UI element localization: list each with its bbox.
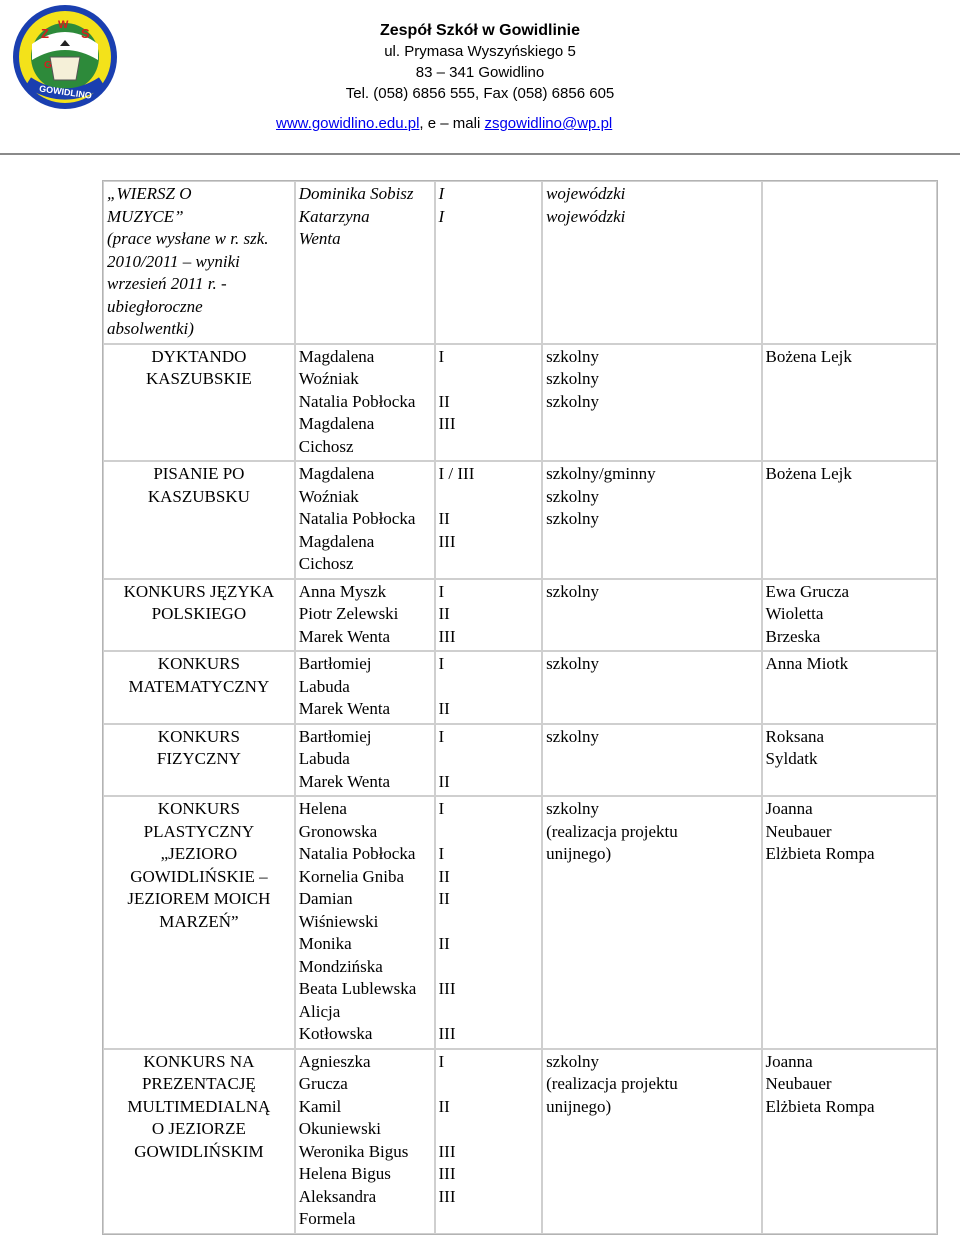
teacher-names-line: Wioletta	[765, 604, 824, 623]
places-line: II	[438, 771, 450, 791]
competition-name-line: KASZUBSKIE	[145, 369, 252, 388]
street-address: ul. Prymasa Wyszyńskiego 5	[384, 43, 576, 60]
student-names-line: Labuda	[298, 749, 350, 768]
student-names-line: Formela	[298, 1209, 356, 1228]
places-line	[439, 676, 539, 699]
student-names-line: Woźniak	[298, 486, 359, 506]
competition-name-line: MULTIMEDIALNĄ	[127, 1096, 271, 1116]
teacher-names-cell	[762, 344, 937, 462]
student-names-line: Wiśniewski	[298, 911, 379, 931]
competition-name-line: KONKURS NA	[143, 1051, 255, 1071]
table-row	[103, 1049, 937, 1234]
competition-level-cell	[542, 724, 761, 797]
places-cell	[435, 796, 543, 1049]
student-names-line: Weronika Bigus	[298, 1141, 409, 1161]
places-line: II	[438, 1096, 450, 1116]
competition-level-line: szkolny	[546, 581, 599, 601]
competition-level-line: szkolny	[546, 369, 599, 388]
places-cell	[435, 181, 543, 344]
teacher-names-line: Syldatk	[765, 749, 818, 768]
student-names-cell	[295, 579, 435, 652]
competition-level-line: szkolny	[546, 346, 599, 366]
competition-name-line: KONKURS JĘZYKA	[123, 581, 275, 601]
student-names-line: Anna Myszk	[298, 581, 387, 601]
places-cell	[435, 461, 543, 579]
student-names-line: Woźniak	[298, 369, 359, 388]
competition-name-line: absolwentki)	[107, 319, 194, 338]
teacher-names-line: Neubauer	[765, 821, 832, 841]
teacher-names-line: Neubauer	[765, 1074, 832, 1093]
competition-level-line: szkolny	[546, 799, 599, 818]
places-line: II	[438, 889, 450, 908]
table-row	[103, 344, 937, 462]
competition-level-line: szkolny/gminny	[546, 464, 656, 483]
places-line: III	[438, 1186, 456, 1206]
student-names-line: Kotłowska	[298, 1024, 373, 1043]
places-line: I	[438, 726, 445, 746]
places-line: I	[438, 799, 445, 818]
teacher-names-cell	[762, 181, 937, 344]
competition-level-cell	[542, 344, 761, 462]
student-names-line: Kamil	[298, 1096, 342, 1116]
competition-name-cell	[103, 181, 295, 344]
places-line	[439, 956, 539, 979]
places-line: I	[438, 844, 445, 863]
places-line: III	[438, 979, 456, 998]
places-line: III	[438, 1141, 456, 1161]
student-names-line: Aleksandra	[298, 1186, 377, 1206]
student-names-line: Monika	[298, 934, 352, 953]
competition-level-cell	[542, 579, 761, 652]
teacher-names-line: Joanna	[765, 799, 813, 818]
competition-level-line: wojewódzki	[546, 206, 626, 226]
student-names-line: Helena	[298, 799, 347, 818]
competition-level-line: szkolny	[546, 391, 599, 411]
places-line	[439, 911, 539, 934]
competition-name-cell	[103, 1049, 295, 1234]
student-names-line: Katarzyna	[298, 206, 370, 226]
competition-name-cell	[103, 651, 295, 724]
letterhead	[0, 0, 960, 160]
website-link[interactable]: www.gowidlino.edu.pl	[276, 115, 420, 132]
table-row	[103, 579, 937, 652]
competition-name-line: 2010/2011 – wyniki	[107, 251, 240, 271]
student-names-line: Magdalena	[298, 531, 375, 551]
teacher-names-cell	[762, 724, 937, 797]
places-line: I	[438, 184, 445, 203]
competition-name-line: KASZUBSKU	[147, 486, 250, 506]
places-line: I	[438, 581, 445, 601]
student-names-cell	[295, 344, 435, 462]
places-line	[439, 1001, 539, 1024]
table-row	[103, 181, 937, 344]
places-cell	[435, 344, 543, 462]
student-names-line: Cichosz	[298, 436, 354, 456]
places-line	[439, 486, 539, 509]
places-line: I / III	[438, 464, 475, 483]
competition-level-cell	[542, 461, 761, 579]
places-line: II	[438, 699, 450, 718]
competition-name-line: GOWIDLIŃSKIM	[134, 1141, 264, 1161]
places-cell	[435, 651, 543, 724]
student-names-line: Cichosz	[298, 554, 354, 573]
teacher-names-line: Brzeska	[765, 626, 821, 646]
student-names-line: Labuda	[298, 676, 350, 696]
competition-level-line: szkolny	[546, 509, 599, 528]
table-row	[103, 461, 937, 579]
places-line: III	[438, 531, 456, 551]
places-cell	[435, 1049, 543, 1234]
student-names-line: Dominika Sobisz	[298, 184, 414, 203]
student-names-cell	[295, 181, 435, 344]
student-names-line: Piotr Zelewski	[298, 604, 399, 623]
student-names-line: Damian	[298, 889, 353, 908]
competition-level-line: (realizacja projektu	[546, 1074, 678, 1093]
competition-name-line: FIZYCZNY	[156, 749, 241, 768]
teacher-names-line: Roksana	[765, 726, 825, 746]
email-link[interactable]: zsgowidlino@wp.pl	[484, 115, 613, 132]
competition-name-line: MARZEŃ”	[159, 911, 239, 931]
competition-level-cell	[542, 796, 761, 1049]
competition-name-cell	[103, 724, 295, 797]
competition-name-cell	[103, 796, 295, 1049]
competition-name-line: PREZENTACJĘ	[141, 1074, 256, 1093]
school-logo-emblem	[10, 2, 120, 112]
places-line: II	[438, 604, 450, 623]
student-names-line: Beata Lublewska	[298, 979, 417, 998]
competition-level-cell	[542, 651, 761, 724]
teacher-names-line: Joanna	[765, 1051, 813, 1071]
student-names-line: Marek Wenta	[298, 699, 391, 718]
student-names-line: Magdalena	[298, 414, 375, 433]
places-line: I	[438, 346, 445, 366]
student-names-line: Okuniewski	[298, 1119, 381, 1138]
places-line: III	[438, 1164, 456, 1183]
competition-name-line: (prace wysłane w r. szk.	[107, 229, 269, 248]
teacher-names-line: Elżbieta Rompa	[765, 844, 875, 863]
places-line	[439, 748, 539, 771]
places-line: II	[438, 866, 450, 886]
student-names-cell	[295, 724, 435, 797]
postal-city: 83 – 341 Gowidlino	[415, 64, 545, 81]
student-names-line: Magdalena	[298, 346, 375, 366]
competition-level-line: szkolny	[546, 654, 599, 673]
competition-name-cell	[103, 461, 295, 579]
student-names-cell	[295, 651, 435, 724]
places-line: I	[438, 654, 445, 673]
competition-level-cell	[542, 1049, 761, 1234]
teacher-names-line: Bożena Lejk	[765, 464, 852, 483]
teacher-names-cell	[762, 579, 937, 652]
table-row	[103, 796, 937, 1049]
school-address-block	[260, 20, 700, 132]
competition-name-line: MATEMATYCZNY	[128, 676, 270, 696]
student-names-line: Natalia Pobłocka	[298, 509, 416, 528]
student-names-cell	[295, 796, 435, 1049]
table-row	[103, 724, 937, 797]
school-name: Zespół Szkół w Gowidlinie	[379, 22, 581, 39]
svg-text:GOWIDLINO: GOWIDLINO	[38, 83, 93, 101]
svg-text:G: G	[44, 60, 52, 71]
table-row	[103, 651, 937, 724]
svg-text:Z: Z	[41, 26, 49, 41]
competition-name-line: „WIERSZ O	[107, 184, 192, 203]
teacher-names-cell	[762, 1049, 937, 1234]
student-names-line: Mondzińska	[298, 956, 383, 976]
contact-line	[276, 113, 612, 134]
competition-level-line: szkolny	[546, 486, 599, 506]
competition-name-line: KONKURS	[157, 726, 240, 746]
student-names-line: Magdalena	[298, 464, 375, 483]
phone-fax: Tel. (058) 6856 555, Fax (058) 6856 605	[345, 85, 615, 102]
competition-name-cell	[103, 344, 295, 462]
student-names-line: Natalia Pobłocka	[298, 844, 416, 863]
student-names-line: Alicja	[298, 1001, 341, 1021]
places-line: I	[438, 206, 445, 226]
competition-name-line: PLASTYCZNY	[143, 821, 255, 841]
email-label: , e – mali	[419, 115, 485, 132]
header-divider	[0, 153, 960, 155]
teacher-names-line: Anna Miotk	[765, 654, 849, 673]
competition-name-line: „JEZIORO	[160, 844, 238, 863]
competition-name-cell	[103, 579, 295, 652]
competition-name-line: MUZYCE”	[107, 206, 184, 226]
student-names-line: Wenta	[298, 229, 341, 248]
competition-name-line: KONKURS	[157, 654, 240, 673]
places-line: III	[438, 414, 456, 433]
student-names-line: Marek Wenta	[298, 771, 391, 791]
student-names-line: Natalia Pobłocka	[298, 391, 416, 411]
student-names-line: Marek Wenta	[298, 626, 391, 646]
places-line	[439, 1073, 539, 1096]
competition-level-line: szkolny	[546, 1051, 599, 1071]
competition-name-line: DYKTANDO	[151, 346, 247, 366]
competition-name-line: GOWIDLIŃSKIE –	[130, 866, 268, 886]
places-cell	[435, 579, 543, 652]
competition-name-line: POLSKIEGO	[151, 604, 247, 623]
competition-level-line: wojewódzki	[546, 184, 626, 203]
competition-level-line: szkolny	[546, 726, 599, 746]
competition-name-line: O JEZIORZE	[151, 1119, 246, 1138]
teacher-names-cell	[762, 651, 937, 724]
places-line: II	[438, 934, 450, 953]
competition-name-line: ubiegłoroczne	[107, 296, 203, 316]
student-names-line: Bartłomiej	[298, 654, 372, 673]
svg-text:S: S	[81, 26, 90, 41]
competition-results-table	[102, 180, 938, 1235]
student-names-cell	[295, 1049, 435, 1234]
places-cell	[435, 724, 543, 797]
places-line: III	[438, 1024, 456, 1043]
student-names-line: Kornelia Gniba	[298, 866, 405, 886]
competition-name-line: KONKURS	[157, 799, 240, 818]
teacher-names-cell	[762, 461, 937, 579]
student-names-cell	[295, 461, 435, 579]
places-line: II	[438, 509, 450, 528]
teacher-names-line: Bożena Lejk	[765, 346, 852, 366]
competition-level-line: (realizacja projektu	[546, 821, 678, 841]
student-names-line: Agnieszka	[298, 1051, 371, 1071]
svg-text:W: W	[58, 19, 69, 31]
teacher-names-cell	[762, 796, 937, 1049]
teacher-names-line: Elżbieta Rompa	[765, 1096, 875, 1116]
student-names-line: Grucza	[298, 1074, 348, 1093]
places-line	[439, 368, 539, 391]
competition-level-line: unijnego)	[546, 1096, 612, 1116]
places-line	[439, 1118, 539, 1141]
student-names-line: Gronowska	[298, 821, 378, 841]
places-line	[439, 821, 539, 844]
student-names-line: Helena Bigus	[298, 1164, 391, 1183]
competition-name-line: PISANIE PO	[153, 464, 245, 483]
places-line: III	[438, 626, 456, 646]
student-names-line: Bartłomiej	[298, 726, 372, 746]
competition-name-line: wrzesień 2011 r. -	[107, 274, 227, 293]
places-line: I	[438, 1051, 445, 1071]
competition-level-cell	[542, 181, 761, 344]
teacher-names-line: Ewa Grucza	[765, 581, 850, 601]
competition-level-line: unijnego)	[546, 844, 612, 863]
places-line: II	[438, 391, 450, 411]
competition-name-line: JEZIOREM MOICH	[127, 889, 271, 908]
